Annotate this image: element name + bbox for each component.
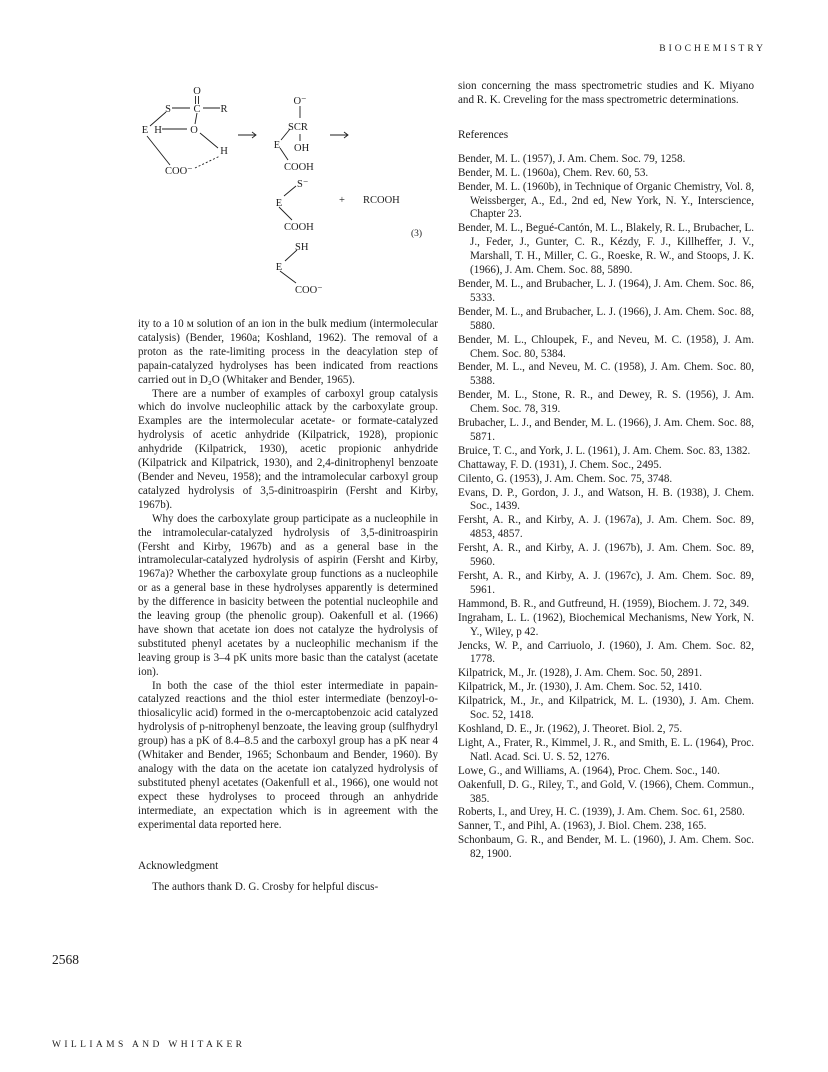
reference-item: Kilpatrick, M., Jr., and Kilpatrick, M. L. (1930), J. Am. Chem. Soc. 52, 1418. [458, 695, 754, 722]
body-paragraph: In both the case of the thiol ester intermediate in papain-catalyzed reactions and the thiol ester intermediate (benzoyl-o-thiosalicylic acid) formed in the o-mercaptobenzoic acid catalyzed hydrolysis of p-nitrophenyl benzoate, the leaving group (sulfhydryl group) has a pK of 8.4–8.5 and the carboxyl group has a pK near 4 (Whitaker and Bender, 1965; Schonbaum and Bender, 1960). By analogy with the data on the acetate ion catalyzed hydrolysis of substituted phenyl acetates (Oakenfull et al., 1966), one would not expect these hydrolyses to proceed through an anhydride intermediate, an expectation which is in agreement with the experimental data reported here. [138, 679, 438, 831]
atom-label: H [220, 146, 228, 157]
reference-item: Sanner, T., and Pihl, A. (1963), J. Biol. Chem. 238, 165. [458, 820, 707, 833]
footer-authors: WILLIAMS AND WHITAKER [52, 1040, 246, 1050]
reference-item: Bruice, T. C., and York, J. L. (1961), J. Am. Chem. Soc. 83, 1382. [458, 444, 751, 457]
reference-item: Lowe, G., and Williams, A. (1964), Proc. Chem. Soc., 140. [458, 764, 720, 777]
reference-item: Roberts, I., and Urey, H. C. (1939), J. Am. Chem. Soc. 61, 2580. [458, 806, 745, 819]
reference-item: Bender, M. L., and Neveu, M. C. (1958), J. Am. Chem. Soc. 80, 5388. [458, 361, 754, 388]
atom-label: R [220, 104, 228, 115]
reference-item: Bender, M. L., and Brubacher, L. J. (1964), J. Am. Chem. Soc. 86, 5333. [458, 277, 754, 304]
atom-label: C [193, 104, 201, 115]
reference-item: Chattaway, F. D. (1931), J. Chem. Soc., 2495. [458, 458, 662, 471]
reference-item: Fersht, A. R., and Kirby, A. J. (1967a), J. Am. Chem. Soc. 89, 4853, 4857. [458, 514, 754, 541]
reference-item: Kilpatrick, M., Jr. (1928), J. Am. Chem. Soc. 50, 2891. [458, 667, 703, 680]
acknowledgment-text: The authors thank D. G. Crosby for helpful discus- [152, 880, 379, 893]
atom-label: SCR [288, 122, 308, 133]
left-column [138, 318, 438, 894]
atom-label: E [273, 140, 281, 151]
references-heading: References [458, 128, 509, 141]
reference-item: Bender, M. L., Begué-Cantón, M. L., Blakely, R. L., Brubacher, L. J., Feder, J., Gunter, C. R., Kézdy, F. J., Killheffer, J. V., Marshall, T. H., Miller, C. G., Roeske, R. W., and Stoops, J. K. (1966), J. Am. Chem. Soc. 88, 5890. [458, 222, 755, 277]
reference-item: Jencks, W. P., and Carriuolo, J. (1960), J. Am. Chem. Soc. 82, 1778. [458, 639, 754, 666]
body-paragraph: There are a number of examples of carboxyl group catalysis which do involve nucleophilic attack by the carboxylate group. Examples are the intermolecular acetate- or formate-catalyzed hydrolysis of acetic anhydride (Kilpatrick, 1928), propionic anhydride (Kilpatrick, 1930), acetic propionic anhydride (Kilpatrick and Kilpatrick, 1930), and 2,4-dinitrophenyl benzoate (Bender and Neveu, 1958); and the intramolecular carboxyl group catalyzed hydrolysis of 3,5-dinitroaspirin (Fersht and Kirby, 1967b). [138, 387, 438, 511]
atom-label: COOH [284, 162, 314, 173]
atom-label: E [141, 125, 149, 136]
atom-label: COOH [284, 222, 314, 233]
body-paragraph: ity to a 10 м solution of an ion in the bulk medium (intermolecular catalysis) (Bender, 1960a; Koshland, 1962). The removal of a proton as the rate-limiting process in the deacylation step of papain-catalyzed hydrolyses has been indicated from reactions carried out in D₂O (Whitaker and Bender, 1965). [138, 318, 438, 386]
reference-item: Koshland, D. E., Jr. (1962), J. Theoret. Biol. 2, 75. [458, 722, 683, 735]
reference-item: Kilpatrick, M., Jr. (1930), J. Am. Chem. Soc. 52, 1410. [458, 681, 703, 694]
acknowledgment-heading: Acknowledgment [138, 859, 219, 872]
atom-label: SH [295, 242, 309, 253]
reference-item: Evans, D. P., Gordon, J. J., and Watson, H. B. (1938), J. Chem. Soc., 1439. [458, 486, 754, 513]
reaction-scheme [138, 80, 438, 310]
acknowledgment-continued: sion concerning the mass spectrometric studies and K. Miyano and R. K. Creveling for the mass spectrometric determinations. [458, 80, 754, 106]
body-paragraph: Why does the carboxylate group participate as a nucleophile in the intramolecular-catalyzed hydrolysis of 3,5-dinitroaspirin (Fersht and Kirby, 1967b) and as a general base in the intramolecular-catalyzed hydrolysis of aspirin (Fersht and Kirby, 1967a)? Whether the carboxylate group functions as a nucleophile or as a general base in these hydrolyses apparently is determined by the difference in basicity between the potential nucleophile and the leaving group (the phenolic group). Oakenfull et al. (1966) have shown that acetate ion does not catalyze the hydrolysis of substituted phenyl acetates by a nucleophilic mechanism if the leaving group is 3–4 pK units more basic than the catalyst (acetate ion). [138, 512, 438, 678]
reference-item: Schonbaum, G. R., and Bender, M. L. (1960), J. Am. Chem. Soc. 82, 1900. [458, 834, 754, 861]
reference-item: Cilento, G. (1953), J. Am. Chem. Soc. 75, 3748. [458, 472, 673, 485]
reference-item: Light, A., Frater, R., Kimmel, J. R., and Smith, E. L. (1964), Proc. Natl. Acad. Sci. U. S. 52, 1276. [458, 736, 754, 763]
reference-item: Ingraham, L. L. (1962), Biochemical Mechanisms, New York, N. Y., Wiley, p 42. [458, 611, 754, 638]
reference-item: Bender, M. L., Stone, R. R., and Dewey, R. S. (1956), J. Am. Chem. Soc. 78, 319. [458, 389, 754, 416]
atom-label: E [275, 198, 283, 209]
plus-sign: + [339, 195, 345, 206]
atom-label: O⁻ [293, 96, 307, 107]
reference-item: Brubacher, L. J., and Bender, M. L. (1966), J. Am. Chem. Soc. 88, 5871. [458, 417, 754, 443]
atom-label: O [190, 125, 198, 136]
product-label: RCOOH [363, 195, 400, 206]
reference-item: Fersht, A. R., and Kirby, A. J. (1967c), J. Am. Chem. Soc. 89, 5961. [458, 570, 754, 596]
equation-number: (3) [411, 229, 423, 239]
reference-item: Bender, M. L. (1960b), in Technique of Organic Chemistry, Vol. 8, Weissberger, A., Ed., 2nd ed, New York, N. Y., Interscience, Chapter 23. [458, 180, 754, 221]
atom-label: OH [294, 143, 310, 154]
page-number: 2568 [52, 952, 79, 967]
reference-item: Bender, M. L. (1960a), Chem. Rev. 60, 53. [458, 166, 649, 179]
running-head: BIOCHEMISTRY [659, 44, 766, 54]
reference-item: Bender, M. L., and Brubacher, L. J. (1966), J. Am. Chem. Soc. 88, 5880. [458, 305, 754, 332]
reference-item: Bender, M. L. (1957), J. Am. Chem. Soc. 79, 1258. [458, 152, 686, 165]
atom-label: COO⁻ [165, 166, 193, 177]
reaction-scheme-svg [138, 80, 438, 310]
reference-list [458, 153, 754, 862]
atom-label: COO⁻ [295, 285, 323, 296]
reference-item: Oakenfull, D. G., Riley, T., and Gold, V. (1966), Chem. Commun., 385. [458, 778, 754, 805]
right-column [458, 80, 754, 862]
atom-label: E [275, 262, 283, 273]
atom-label: H [154, 125, 162, 136]
reference-item: Bender, M. L., Chloupek, F., and Neveu, M. C. (1958), J. Am. Chem. Soc. 80, 5384. [458, 333, 754, 360]
atom-label: S⁻ [297, 179, 309, 190]
reference-item: Hammond, B. R., and Gutfreund, H. (1959), Biochem. J. 72, 349. [458, 597, 750, 610]
atom-label: S [165, 104, 171, 115]
reference-item: Fersht, A. R., and Kirby, A. J. (1967b), J. Am. Chem. Soc. 89, 5960. [458, 542, 754, 569]
atom-label: O [193, 86, 201, 97]
